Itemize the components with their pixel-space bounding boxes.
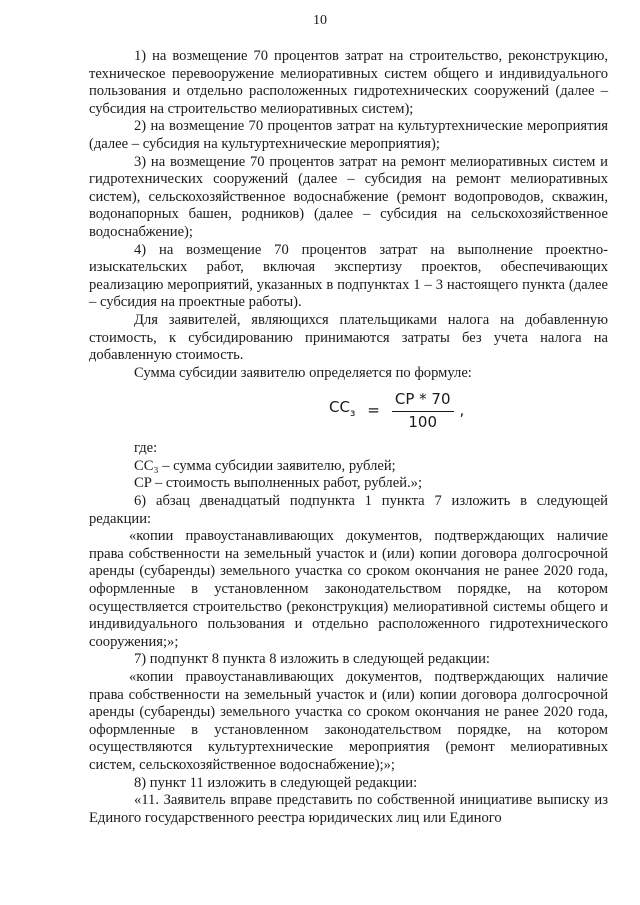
paragraph-where: где: [134, 440, 158, 457]
document-body [89, 48, 608, 827]
definition-cc: CC₃ – сумма субсидии заявителю, рублей; [134, 457, 396, 474]
formula-lhs-subscript: з [349, 408, 356, 420]
quote-amendment-7: «копии правоустанавливающих документов, подтверждающих наличие права собственности на земельный участок и (или) копии договора долгосрочной аренды (субаренды) земельного участка со сроком окончания не ранее 2020 года, оформленные в установленном законодательством порядке, на котором осуществляются культуртехнические мероприятия (ремонт мелиоративных систем, сельскохозяйственное водоснабжение);»; [89, 669, 608, 773]
paragraph-subsidy-2: 2) на возмещение 70 процентов затрат на культуртехнические мероприятия (далее – субсидия на культуртехнические мероприятия); [89, 118, 608, 152]
paragraph-subsidy-4: 4) на возмещение 70 процентов затрат на выполнение проектно-изыскательских работ, включая экспертизу проектов, обеспечивающих реализацию мероприятий, указанных в подпунктах 1 – 3 настоящего пункта (далее – субсидия на проектные работы). [89, 241, 608, 311]
paragraph-amendment-6: 6) абзац двенадцатый подпункта 1 пункта 7 изложить в следующей редакции: [89, 493, 608, 527]
paragraph-amendment-7: 7) подпункт 8 пункта 8 изложить в следующей редакции: [134, 651, 490, 668]
subsidy-formula [89, 382, 608, 440]
quote-amendment-8: «11. Заявитель вправе представить по собственной инициативе выписку из Единого государственного реестра юридических лиц или Единого [89, 792, 608, 826]
paragraph-subsidy-1: 1) на возмещение 70 процентов затрат на строительство, реконструкцию, техническое перевооружение мелиоративных систем общего и индивидуального пользования и отдельно расположенных гидротехнических сооружений (далее – субсидия на строительство мелиоративных систем); [89, 48, 608, 117]
formula-numerator: CP * 70 [392, 391, 454, 412]
page-number: 10 [313, 13, 327, 28]
paragraph-formula-intro: Сумма субсидии заявителю определяется по формуле: [134, 364, 472, 381]
formula-fraction [392, 391, 454, 431]
paragraph-amendment-8: 8) пункт 11 изложить в следующей редакции: [134, 774, 418, 791]
formula-equals: = [367, 401, 380, 420]
formula-comma: , [459, 401, 465, 420]
definition-cp: CP – стоимость выполненных работ, рублей.»; [134, 475, 422, 492]
quote-amendment-6: «копии правоустанавливающих документов, подтверждающих наличие права собственности на земельный участок и (или) копии договора долгосрочной аренды (субаренды) земельного участка со сроком окончания не ранее 2020 года, оформленные в установленном законодательством порядке, на котором осуществляется строительство (реконструкция) мелиоративной системы общего и индивидуального пользования и отдельно расположенного гидротехнического сооружения;»; [89, 528, 608, 650]
formula-denominator: 100 [408, 412, 437, 431]
formula-lhs: $CC_з$ [329, 398, 356, 420]
paragraph-vat: Для заявителей, являющихся плательщиками налога на добавленную стоимость, к субсидированию принимаются затраты без учета налога на добавленную стоимость. [89, 311, 608, 364]
paragraph-subsidy-3: 3) на возмещение 70 процентов затрат на ремонт мелиоративных систем и гидротехнических сооружений (далее – субсидия на ремонт мелиоративных систем), сельскохозяйственное водоснабжение (ремонт водопроводов, скважин, водонапорных башен, родников) (далее – субсидия на сельскохозяйственное водоснабжение); [89, 153, 608, 240]
